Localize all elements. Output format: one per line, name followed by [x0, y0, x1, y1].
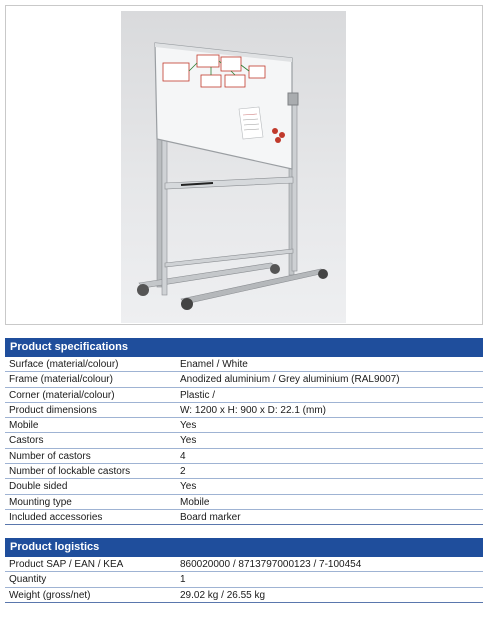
- row-value: Anodized aluminium / Grey aluminium (RAL9007): [180, 374, 400, 386]
- row-value: Enamel / White: [180, 359, 248, 370]
- row-label: Weight (gross/net): [9, 589, 91, 601]
- row-label: Product SAP / EAN / KEA: [9, 559, 124, 570]
- product-specifications-table: [5, 338, 483, 525]
- table-row: [5, 572, 483, 587]
- table-row: [5, 433, 483, 448]
- row-label: Mounting type: [9, 496, 72, 508]
- row-label: Number of lockable castors: [9, 466, 131, 478]
- table-row: [5, 418, 483, 433]
- whiteboard-illustration: [121, 11, 346, 323]
- row-value: Yes: [180, 481, 197, 493]
- row-value: 29.02 kg / 26.55 kg: [180, 589, 266, 601]
- table-row: [5, 403, 483, 418]
- row-value: Plastic /: [180, 389, 216, 401]
- table-row: [5, 449, 483, 464]
- table-row: [5, 495, 483, 510]
- row-label: Surface (material/colour): [9, 359, 119, 370]
- row-label: Castors: [9, 435, 44, 447]
- table-row: [5, 388, 483, 403]
- specifications-header: Product specifications: [5, 338, 483, 357]
- product-image: [121, 11, 346, 323]
- row-value: W: 1200 x H: 900 x D: 22.1 (mm): [180, 404, 326, 416]
- row-label: Number of castors: [9, 450, 91, 462]
- row-label: Frame (material/colour): [9, 374, 113, 386]
- row-value: Yes: [180, 435, 197, 447]
- row-value: Board marker: [180, 511, 241, 523]
- table-row: [5, 464, 483, 479]
- product-logistics-table: [5, 538, 483, 603]
- row-label: Product dimensions: [9, 404, 97, 416]
- row-label: Double sided: [9, 481, 68, 493]
- row-value: 1: [180, 574, 186, 586]
- table-row: [5, 557, 483, 572]
- table-row: [5, 357, 483, 372]
- row-label: Included accessories: [9, 511, 103, 523]
- row-value: 2: [180, 466, 186, 478]
- table-row: [5, 588, 483, 603]
- row-value: 860020000 / 8713797000123 / 7-100454: [180, 559, 362, 570]
- row-label: Mobile: [9, 420, 39, 432]
- table-row: [5, 372, 483, 387]
- row-value: Yes: [180, 420, 197, 432]
- row-value: Mobile: [180, 496, 210, 508]
- row-value: 4: [180, 450, 186, 462]
- table-row: [5, 479, 483, 494]
- row-label: Quantity: [9, 574, 47, 586]
- row-label: Corner (material/colour): [9, 389, 115, 401]
- logistics-header: Product logistics: [5, 538, 483, 557]
- table-row: [5, 510, 483, 525]
